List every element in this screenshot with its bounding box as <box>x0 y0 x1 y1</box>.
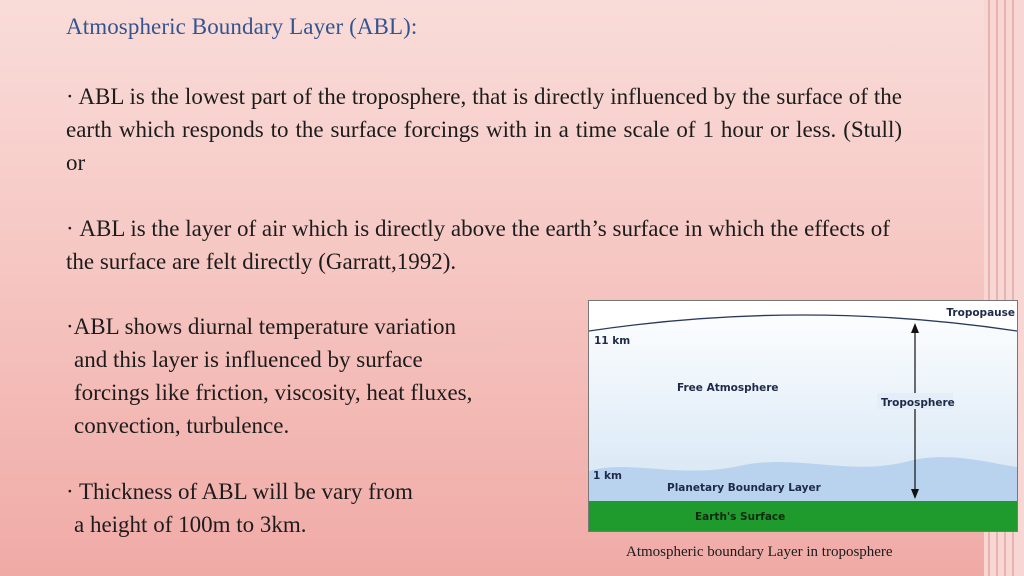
bullet-line: a height of 100m to 3km. <box>74 512 307 537</box>
eleven-km-label: 11 km <box>594 335 631 347</box>
slide-title: Atmospheric Boundary Layer (ABL): <box>66 14 418 39</box>
bullet-line: Thickness of ABL will be vary from <box>73 479 413 504</box>
abl-diagram <box>588 300 1018 532</box>
bullet-line: and this layer is influenced by surface <box>74 347 423 372</box>
bullet-thickness <box>66 475 566 541</box>
tropopause-label: Tropopause <box>946 307 1015 319</box>
bullet-diurnal-variation <box>66 310 591 442</box>
one-km-label: 1 km <box>593 470 622 482</box>
free-atmosphere-label: Free Atmosphere <box>677 382 779 394</box>
bullet-marker: · <box>66 314 74 339</box>
troposphere-label: Troposphere <box>881 397 955 409</box>
bullet-text: ABL is the layer of air which is directly above the earth’s surface in which the effects of the surface are felt directly (Garratt,1992). <box>66 216 890 274</box>
earth-surface-label: Earth's Surface <box>695 511 786 523</box>
pbl-label: Planetary Boundary Layer <box>667 482 821 494</box>
bullet-marker: · <box>66 479 74 504</box>
bullet-marker: · <box>66 84 74 109</box>
bullet-line: convection, turbulence. <box>74 413 290 438</box>
bullet-marker: · <box>66 216 74 241</box>
bullet-abl-definition-garratt <box>66 212 902 278</box>
bullet-line: ABL shows diurnal temperature variation <box>73 314 457 339</box>
earth-surface <box>589 501 1017 531</box>
bullet-abl-definition-stull <box>66 80 902 179</box>
bullet-line: forcings like friction, viscosity, heat fluxes, <box>74 380 473 405</box>
abl-diagram-svg <box>589 301 1017 531</box>
figure-caption: Atmospheric boundary Layer in troposphere <box>626 544 893 560</box>
bullet-text: ABL is the lowest part of the troposphere, that is directly influenced by the surface of the earth which responds to the surface forcings with in a time scale of 1 hour or less. (Stull) or <box>66 84 902 175</box>
